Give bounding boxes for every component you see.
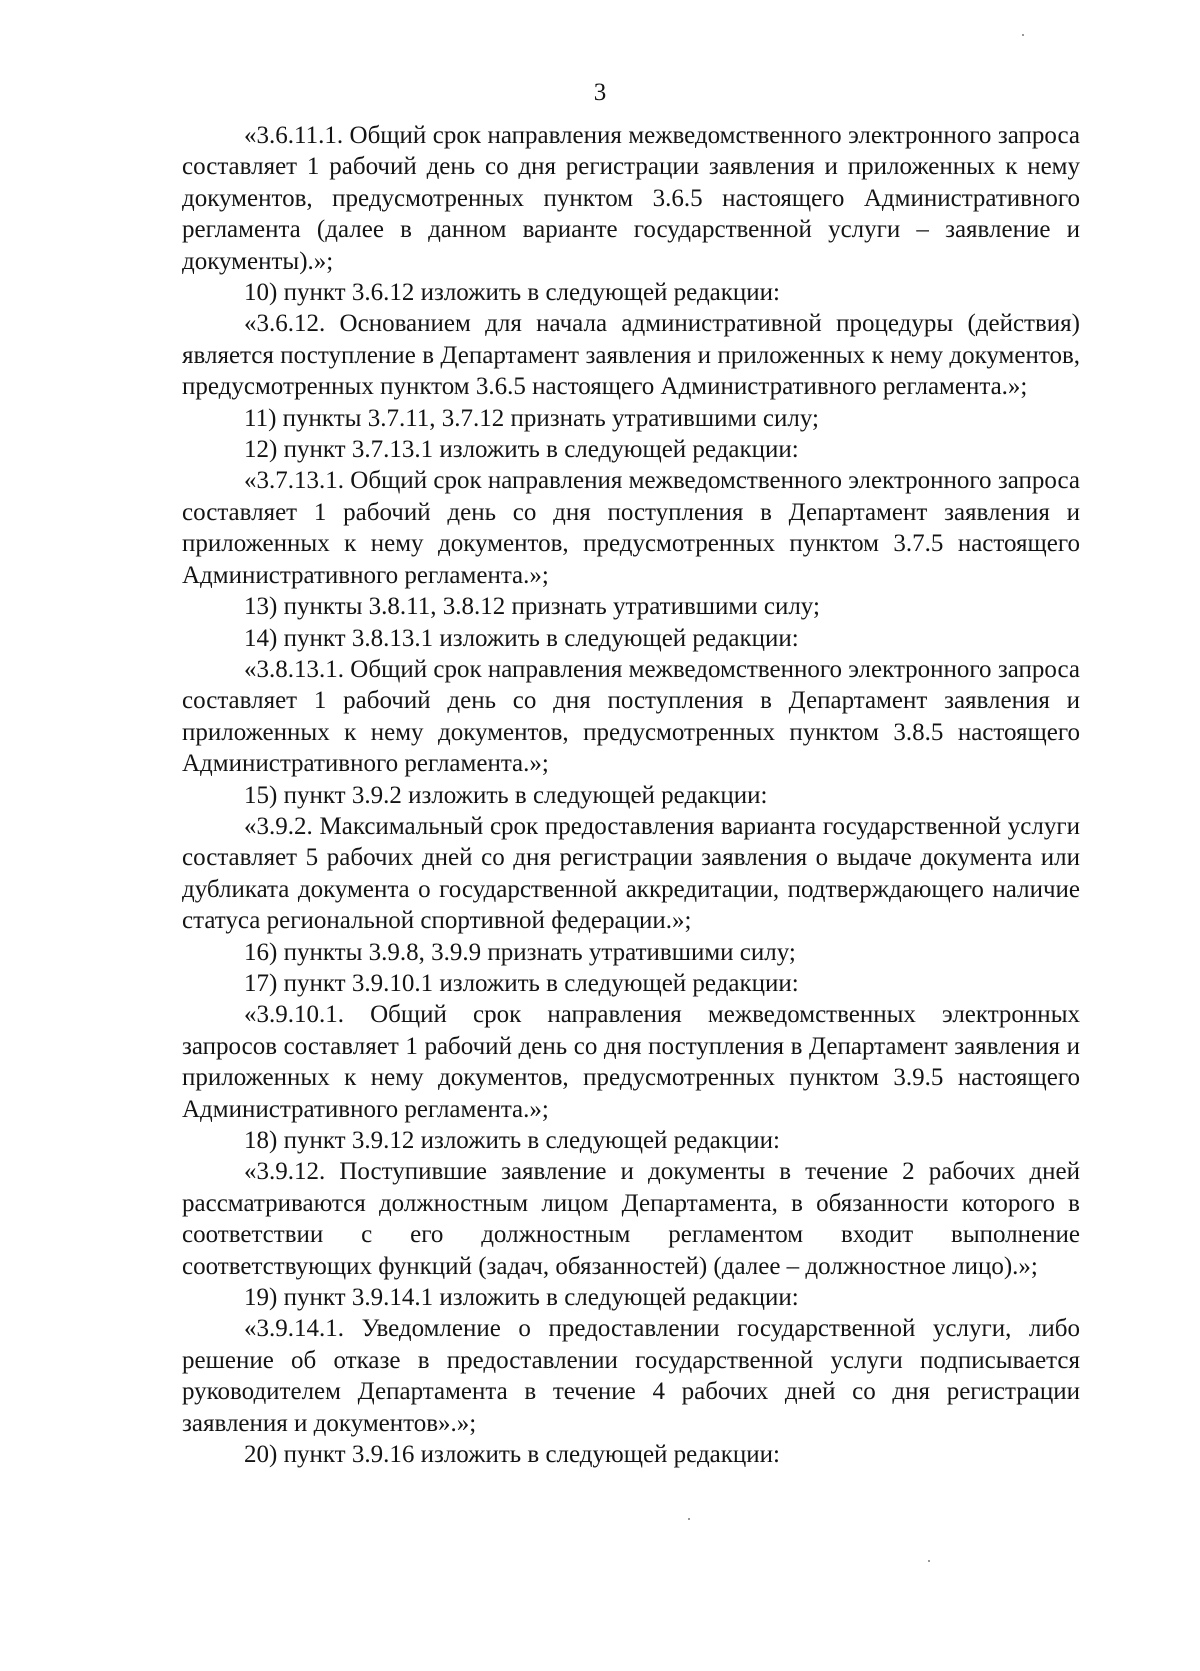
paragraph: 15) пункт 3.9.2 изложить в следующей редакции:	[244, 781, 768, 809]
paragraph: 14) пункт 3.8.13.1 изложить в следующей редакции:	[244, 624, 799, 652]
paragraph: «3.9.10.1. Общий срок направления межведомственных электронных запросов составляет 1 рабочий день со дня поступления в Департамент заявления и приложенных к нему документов, предусмотренных пунктом 3.9.5 настоящего Административного регламента.»;	[182, 1001, 1080, 1123]
paragraph: «3.9.12. Поступившие заявление и документы в течение 2 рабочих дней рассматриваются должностным лицом Департамента, в обязанности которого в соответствии с его должностным регламентом входит выполнение соответствующих функций (задач, обязанностей) (далее – должностное лицо).»;	[182, 1158, 1080, 1280]
page-number: 3	[593, 79, 607, 106]
paragraph: 10) пункт 3.6.12 изложить в следующей редакции:	[244, 279, 780, 307]
paragraph: 19) пункт 3.9.14.1 изложить в следующей редакции:	[244, 1284, 799, 1312]
scan-speck	[928, 1560, 930, 1562]
paragraph: «3.7.13.1. Общий срок направления межведомственного электронного запроса составляет 1 рабочий день со дня поступления в Департамент заявления и приложенных к нему документов, предусмотренных пунктом 3.7.5 настоящего Административного регламента.»;	[182, 467, 1080, 589]
paragraph: 17) пункт 3.9.10.1 изложить в следующей редакции:	[244, 969, 799, 997]
paragraph: 13) пункты 3.8.11, 3.8.12 признать утратившими силу;	[244, 593, 820, 621]
scan-speck	[688, 1518, 690, 1520]
paragraph: 20) пункт 3.9.16 изложить в следующей редакции:	[244, 1441, 780, 1469]
paragraph: «3.6.12. Основанием для начала административной процедуры (действия) является поступление в Департамент заявления и приложенных к нему документов, предусмотренных пунктом 3.6.5 настоящего Административного регламента.»;	[182, 310, 1080, 401]
paragraph: 18) пункт 3.9.12 изложить в следующей редакции:	[244, 1127, 780, 1154]
paragraph: «3.6.11.1. Общий срок направления межведомственного электронного запроса составляет 1 рабочий день со дня регистрации заявления и приложенных к нему документов, предусмотренных пунктом 3.6.5 настоящего Административного регламента (далее в данном варианте государственной услуги – заявление и документы).»;	[182, 122, 1080, 275]
paragraph: 11) пункты 3.7.11, 3.7.12 признать утратившими силу;	[244, 404, 819, 432]
scan-speck	[1022, 34, 1024, 36]
document-body	[182, 120, 1080, 1470]
paragraph: 16) пункты 3.9.8, 3.9.9 признать утратившими силу;	[244, 938, 796, 966]
paragraph: «3.8.13.1. Общий срок направления межведомственного электронного запроса составляет 1 рабочий день со дня поступления в Департамент заявления и приложенных к нему документов, предусмотренных пунктом 3.8.5 настоящего Административного регламента.»;	[182, 655, 1080, 778]
paragraph: «3.9.14.1. Уведомление о предоставлении государственной услуги, либо решение об отказе в предоставлении государственной услуги подписывается руководителем Департамента в течение 4 рабочих дней со дня регистрации заявления и документов».»;	[182, 1315, 1080, 1437]
paragraph: «3.9.2. Максимальный срок предоставления варианта государственной услуги составляет 5 рабочих дней со дня регистрации заявления о выдаче документа или дубликата документа о государственной аккредитации, подтверждающего наличие статуса региональной спортивной федерации.»;	[182, 812, 1080, 935]
paragraph: 12) пункт 3.7.13.1 изложить в следующей редакции:	[244, 436, 799, 464]
